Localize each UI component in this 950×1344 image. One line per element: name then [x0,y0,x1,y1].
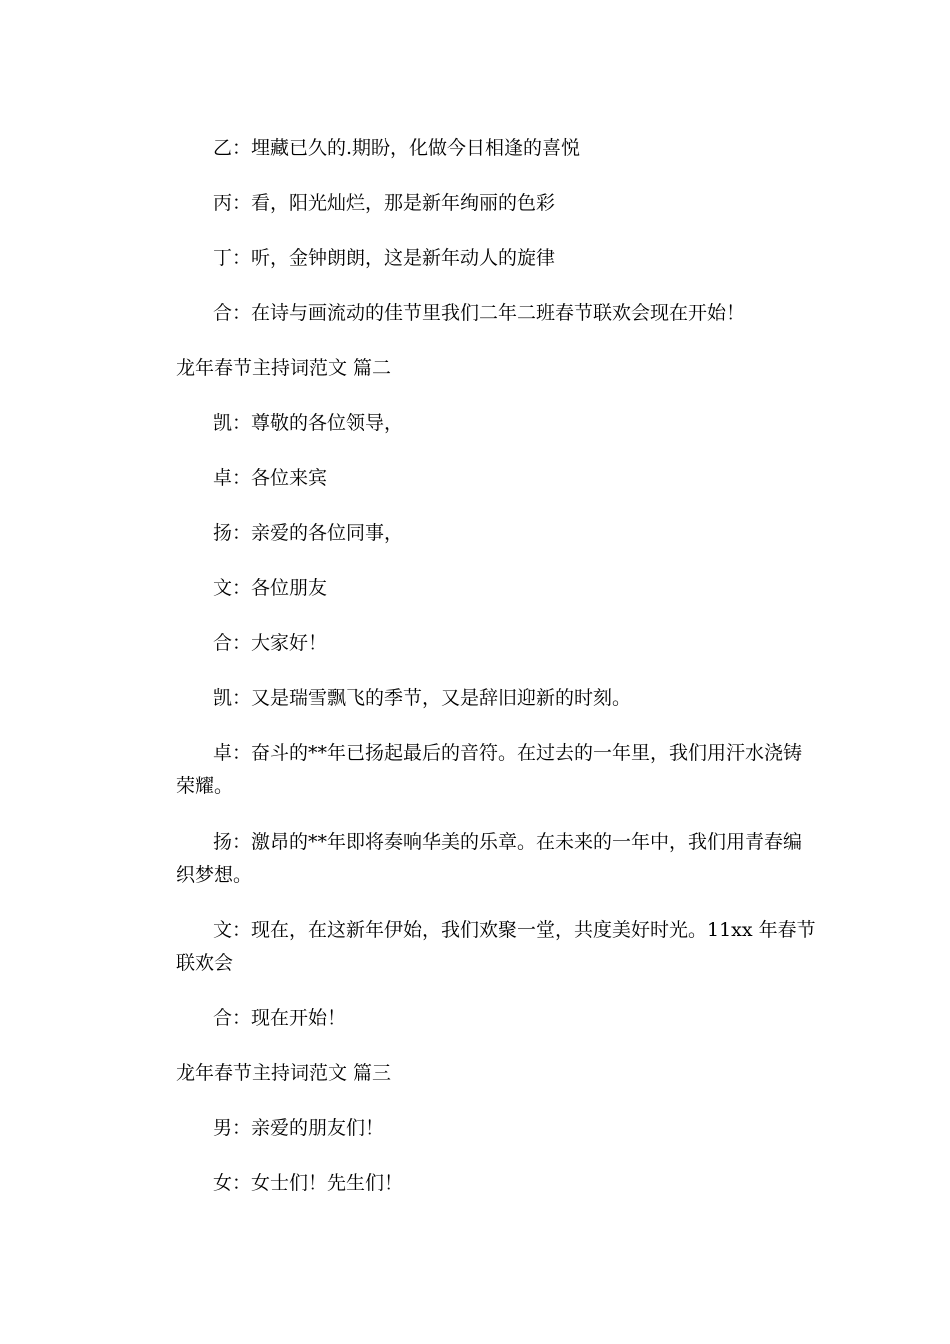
dialogue-paragraph: 文：现在，在这新年伊始，我们欢聚一堂，共度美好时光。11xx 年春节联欢会 [176,919,816,974]
dialogue-line: 丁：听，金钟朗朗，这是新年动人的旋律 [213,247,556,269]
dialogue-line: 女：女士们！先生们！ [213,1172,404,1194]
dialogue-line: 男：亲爱的朋友们！ [213,1117,385,1139]
dialogue-line: 扬：亲爱的各位同事， [213,522,404,544]
dialogue-line: 合：现在开始！ [213,1007,347,1029]
dialogue-line: 合：大家好！ [213,632,328,654]
dialogue-paragraph: 扬：激昂的**年即将奏响华美的乐章。在未来的一年中，我们用青春编织梦想。 [176,831,803,886]
dialogue-line: 凯：又是瑞雪飘飞的季节，又是辞旧迎新的时刻。 [213,687,632,709]
dialogue-line: 丙：看，阳光灿烂，那是新年绚丽的色彩 [213,192,556,214]
dialogue-line: 乙：埋藏已久的.期盼，化做今日相逢的喜悦 [213,137,581,159]
dialogue-line: 卓：各位来宾 [213,467,328,489]
section-heading: 龙年春节主持词范文 篇二 [176,357,392,379]
dialogue-line: 凯：尊敬的各位领导， [213,412,404,434]
dialogue-line: 文：各位朋友 [213,577,328,599]
dialogue-line: 合：在诗与画流动的佳节里我们二年二班春节联欢会现在开始！ [213,302,746,324]
section-heading: 龙年春节主持词范文 篇三 [176,1062,392,1084]
dialogue-paragraph: 卓：奋斗的**年已扬起最后的音符。在过去的一年里，我们用汗水浇铸荣耀。 [176,742,803,797]
